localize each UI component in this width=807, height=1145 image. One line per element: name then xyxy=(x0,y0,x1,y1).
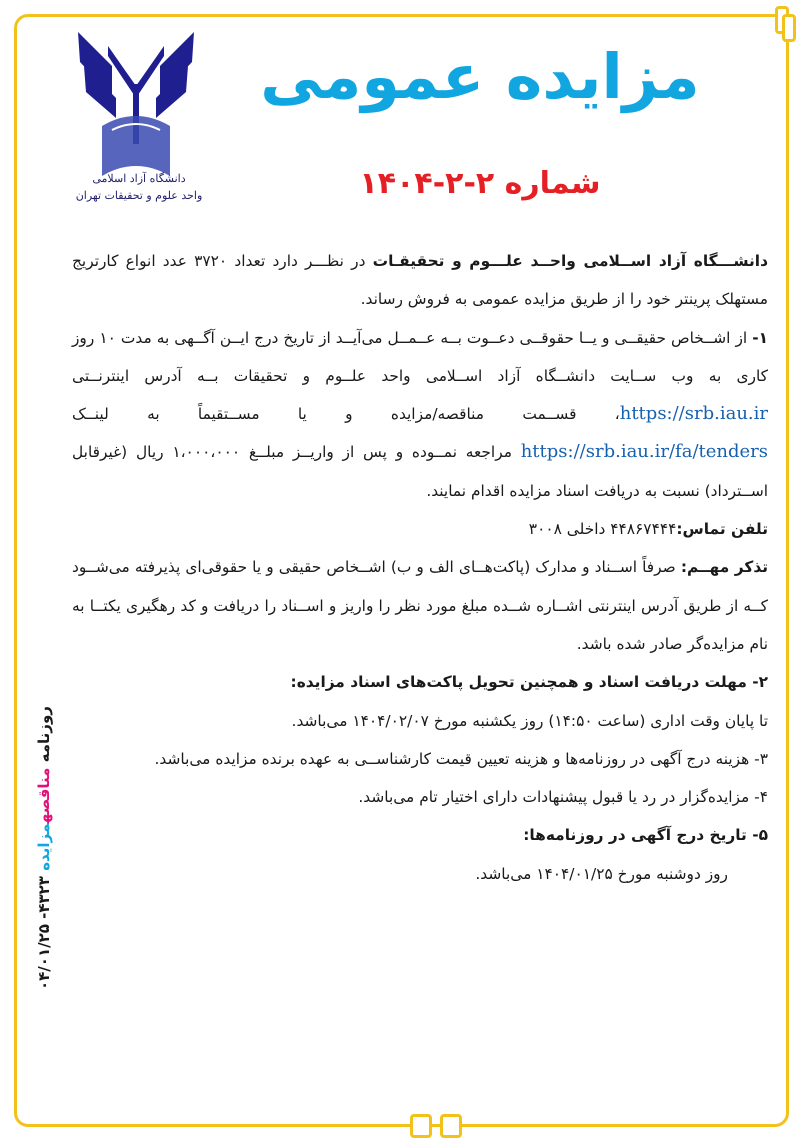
page-title: مزایده عمومی xyxy=(260,40,700,113)
item-5-text: روز دوشنبه مورخ ۱۴۰۴/۰۱/۲۵ می‌باشد. xyxy=(475,864,728,883)
note-text: صرفاً اســناد و مدارک (پاکت‌هــای الف و ب) اشــخاص حقیقی و یا حقوقی‌ای پذیرفته می‌شــود کــه از طریق آدرس اینترنتی اشــاره شــده مبلغ مورد نظر را واریز و اســناد را دریافت و کد رهگیری یکتــا به نام مزایده‌گر صادر شده باشد. xyxy=(72,558,768,653)
logo-caption-line2: واحد علوم و تحقیقات تهران xyxy=(75,189,203,202)
auction-number: شماره ۲-۲-۱۴۰۴ xyxy=(359,166,601,201)
item-1-number: ۱- xyxy=(752,328,768,347)
item-2-heading: ۲- مهلت دریافت اسناد و همچنین تحویل پاکت‌های اسناد مزایده: xyxy=(290,673,768,692)
item-1-text-c: مراجعه نمــوده و پس از واریــز مبلــغ ۱،۰۰۰،۰۰۰ ریال (غیرقابل اســترداد) نسبت به دریافت اسناد مزایده اقدام نمایند. xyxy=(72,443,768,500)
notice-body xyxy=(72,242,768,893)
item-5-heading: ۵- تاریخ درج آگهی در روزنامه‌ها: xyxy=(523,826,768,845)
important-note xyxy=(72,548,768,663)
item-1 xyxy=(72,319,768,510)
intro-paragraph xyxy=(72,242,768,319)
item-1-text-b: ، قســمت مناقصه/مزایده و یا مســتقیماً به لینــک xyxy=(72,405,620,424)
phone-line xyxy=(72,510,768,548)
tenders-link[interactable]: https://srb.iau.ir/fa/tenders xyxy=(520,441,768,463)
newspaper-side-caption xyxy=(35,706,53,990)
note-label: تذکر مهــم: xyxy=(680,558,768,577)
side-prefix: روزنامه xyxy=(35,706,53,768)
frame-tab-bottom-2 xyxy=(440,1114,462,1138)
item-2-text: تا پایان وقت اداری (ساعت ۱۴:۵۰) روز یکشنبه مورخ ۱۴۰۴/۰۲/۰۷ می‌باشد. xyxy=(291,711,768,730)
item-1-text-a: از اشــخاص حقیقــی و یــا حقوقــی دعــوت بــه عــمــل می‌آیــد از تاریخ درج ایــن آگــهی به مدت ۱۰ روز کاری به وب ســایت دانشــگاه آزاد اســلامی واحد علــوم و تحقیقات بــه آدرس اینترنــتی xyxy=(72,328,768,385)
side-brand: مناقصه xyxy=(35,767,53,824)
intro-text: در نظـــر دارد تعداد ۳۷۲۰ عدد انواع کارتریج مستهلک پرینتر خود را از طریق مزایده عمومی به فروش رساند. xyxy=(72,252,768,309)
phone-value: ۴۴۸۶۷۴۴۴ داخلی ۳۰۰۸ xyxy=(528,520,677,539)
item-3-text: ۳- هزینه درج آگهی در روزنامه‌ها و هزینه تعیین قیمت کارشناســی به عهده برنده مزایده می‌باشد. xyxy=(154,749,768,768)
logo-caption-line1: دانشگاه آزاد اسلامی xyxy=(92,172,186,185)
frame-tab-bottom-1 xyxy=(410,1114,432,1138)
logo-caption xyxy=(64,170,214,204)
organization-name: دانشـــگاه آزاد اســلامی واحــد علـــوم و تحقیقـات xyxy=(372,252,768,270)
side-suffix: ۴۳۲۳- ۰۴/۰۱/۲۵ xyxy=(35,870,53,990)
website-link[interactable]: https://srb.iau.ir xyxy=(619,403,768,425)
side-brand-2: مزایده xyxy=(35,823,53,871)
item-4-text: ۴- مزایده‌گزار در رد یا قبول پیشنهادات دارای اختیار تام می‌باشد. xyxy=(358,788,768,807)
phone-label: تلفن تماس: xyxy=(676,520,768,539)
frame-tab-top-right-2 xyxy=(782,14,796,42)
